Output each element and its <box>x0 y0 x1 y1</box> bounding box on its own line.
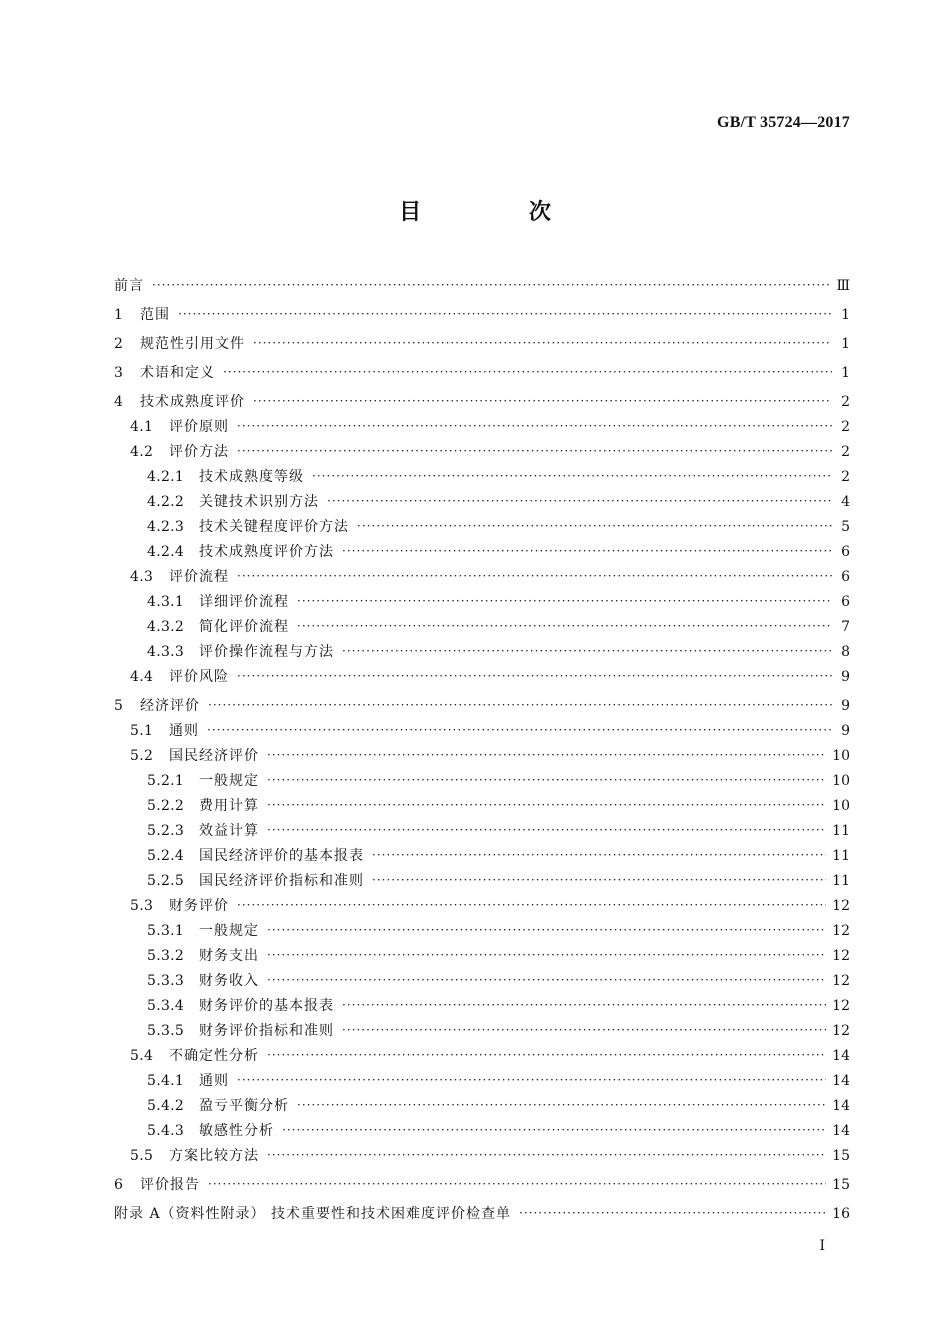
toc-entry-label: 敏感性分析 <box>199 1123 274 1139</box>
toc-entry-number: 5.4.3 <box>147 1123 185 1139</box>
toc-dot-leader <box>357 514 832 539</box>
toc-entry-label: 财务支出 <box>199 948 259 964</box>
toc-entry[interactable] <box>114 390 850 415</box>
toc-entry-page: 12 <box>832 923 850 939</box>
toc-entry[interactable] <box>114 590 850 615</box>
toc-entry-label: 术语和定义 <box>140 365 215 381</box>
toc-dot-leader <box>223 360 832 385</box>
toc-entry-label: 评价原则 <box>169 419 229 435</box>
toc-entry-page: 2 <box>841 394 850 410</box>
toc-entry[interactable] <box>114 440 850 465</box>
toc-entry-label: 财务评价指标和准则 <box>199 1023 334 1039</box>
toc-entry[interactable] <box>114 994 850 1019</box>
toc-entry-label: 方案比较方法 <box>169 1148 259 1164</box>
toc-entry-number: 3 <box>114 365 124 381</box>
standard-number: GB/T 35724—2017 <box>717 114 850 131</box>
toc-dot-leader <box>237 664 832 689</box>
toc-dot-leader <box>237 414 832 439</box>
toc-entry-number: 4.1 <box>130 419 154 435</box>
toc-entry[interactable] <box>114 1094 850 1119</box>
toc-entry-label: 盈亏平衡分析 <box>199 1098 289 1114</box>
toc-dot-leader <box>237 1068 826 1093</box>
toc-entry-page: 5 <box>841 519 850 535</box>
toc-dot-leader <box>297 1093 826 1118</box>
toc-entry[interactable] <box>114 769 850 794</box>
toc-entry-page: 15 <box>832 1177 850 1193</box>
toc-entry-page: 2 <box>841 444 850 460</box>
toc-entry[interactable] <box>114 794 850 819</box>
toc-entry[interactable] <box>114 303 850 328</box>
toc-entry[interactable] <box>114 1119 850 1144</box>
toc-entry[interactable] <box>114 969 850 994</box>
toc-dot-leader <box>267 793 826 818</box>
toc-dot-leader <box>267 818 826 843</box>
toc-dot-leader <box>208 693 832 718</box>
toc-entry-label: 简化评价流程 <box>199 619 289 635</box>
toc-entry-number: 5 <box>114 698 124 714</box>
toc-entry-page: 12 <box>832 898 850 914</box>
toc-dot-leader <box>267 743 826 768</box>
toc-dot-leader <box>342 993 826 1018</box>
toc-entry-label: 经济评价 <box>140 698 200 714</box>
toc-dot-leader <box>342 1018 826 1043</box>
toc-entry-number: 5.3.3 <box>147 973 185 989</box>
toc-entry-number: 4.2 <box>130 444 154 460</box>
toc-entry-number: 4.2.1 <box>147 469 185 485</box>
toc-entry[interactable] <box>114 332 850 357</box>
toc-entry-label: 附录 A（资料性附录） 技术重要性和技术困难度评价检查单 <box>114 1206 512 1222</box>
toc-entry-label: 评价操作流程与方法 <box>199 644 334 660</box>
toc-entry-label: 财务评价 <box>169 898 229 914</box>
toc-dot-leader <box>372 868 826 893</box>
toc-entry-number: 5.4 <box>130 1048 154 1064</box>
toc-entry-number: 5.2.2 <box>147 798 185 814</box>
toc-entry[interactable] <box>114 1069 850 1094</box>
toc-entry[interactable] <box>114 1044 850 1069</box>
toc-entry[interactable] <box>114 515 850 540</box>
toc-entry-number: 2 <box>114 336 124 352</box>
toc-title: 目 次 <box>399 199 601 225</box>
toc-entry[interactable] <box>114 415 850 440</box>
toc-entry-label: 技术关键程度评价方法 <box>199 519 349 535</box>
toc-entry[interactable] <box>114 1173 850 1198</box>
toc-entry-number: 4.4 <box>130 669 154 685</box>
toc-entry-label: 范围 <box>140 307 170 323</box>
toc-entry-label: 不确定性分析 <box>169 1048 259 1064</box>
toc-dot-leader <box>178 302 832 327</box>
toc-entry-number: 5.4.2 <box>147 1098 185 1114</box>
toc-entry-number: 5.4.1 <box>147 1073 185 1089</box>
toc-entry-number: 5.5 <box>130 1148 154 1164</box>
toc-entry-page: 11 <box>832 873 850 889</box>
toc-dot-leader <box>342 639 832 664</box>
toc-entry[interactable] <box>114 361 850 386</box>
toc-entry-label: 详细评价流程 <box>199 594 289 610</box>
toc-entry-number: 4.3.2 <box>147 619 185 635</box>
toc-entry[interactable] <box>114 615 850 640</box>
toc-entry-label: 评价风险 <box>169 669 229 685</box>
toc-entry-number: 1 <box>114 307 124 323</box>
toc-entry-page: 7 <box>841 619 850 635</box>
toc-dot-leader <box>207 718 832 743</box>
toc-entry-page: 11 <box>832 848 850 864</box>
toc-entry-label: 一般规定 <box>199 773 259 789</box>
toc-dot-leader <box>152 273 830 298</box>
toc-entry-page: 12 <box>832 973 850 989</box>
toc-dot-leader <box>237 564 832 589</box>
toc-entry[interactable] <box>114 919 850 944</box>
toc-entry-number: 6 <box>114 1177 124 1193</box>
toc-entry-number: 4.3 <box>130 569 154 585</box>
toc-entry[interactable] <box>114 944 850 969</box>
toc-entry-number: 4.2.4 <box>147 544 185 560</box>
toc-dot-leader <box>237 893 826 918</box>
toc-entry-page: 9 <box>841 698 850 714</box>
toc-dot-leader <box>237 439 832 464</box>
toc-dot-leader <box>253 331 832 356</box>
toc-dot-leader <box>267 918 826 943</box>
toc-dot-leader <box>372 843 826 868</box>
toc-dot-leader <box>297 614 832 639</box>
toc-entry-page: 15 <box>832 1148 850 1164</box>
toc-entry-page: 8 <box>841 644 850 660</box>
toc-entry-page: 10 <box>832 798 850 814</box>
toc-entry-page: 14 <box>832 1123 850 1139</box>
toc-entry-page: 14 <box>832 1048 850 1064</box>
toc-entry-page: 6 <box>841 569 850 585</box>
toc-entry[interactable] <box>114 540 850 565</box>
toc-dot-leader <box>208 1172 826 1197</box>
toc-entry-number: 4.3.3 <box>147 644 185 660</box>
toc-dot-leader <box>342 539 832 564</box>
toc-entry-page: 11 <box>832 823 850 839</box>
toc-entry-number: 5.3.2 <box>147 948 185 964</box>
toc-entry-page: 16 <box>832 1206 850 1222</box>
toc-dot-leader <box>312 464 832 489</box>
toc-entry-number: 5.1 <box>130 723 154 739</box>
toc-entry-page: 2 <box>841 419 850 435</box>
toc-entry-page: 4 <box>841 494 850 510</box>
toc-dot-leader <box>519 1201 826 1226</box>
toc-entry-page: 1 <box>841 336 850 352</box>
toc-entry-page: 6 <box>841 594 850 610</box>
toc-dot-leader <box>282 1118 826 1143</box>
toc-entry-label: 评价流程 <box>169 569 229 585</box>
toc-entry-label: 技术成熟度评价 <box>140 394 245 410</box>
toc-entry-label: 技术成熟度等级 <box>199 469 304 485</box>
toc-entry-number: 5.3.4 <box>147 998 185 1014</box>
toc-entry-number: 5.2 <box>130 748 154 764</box>
toc-entry-label: 评价方法 <box>169 444 229 460</box>
toc-entry-page: 9 <box>841 669 850 685</box>
toc-entry-label: 效益计算 <box>199 823 259 839</box>
toc-entry[interactable] <box>114 744 850 769</box>
toc-entry[interactable] <box>114 640 850 665</box>
toc-entry-number: 4.3.1 <box>147 594 185 610</box>
toc-entry[interactable] <box>114 869 850 894</box>
toc-entry[interactable] <box>114 1202 850 1227</box>
toc-entry-label: 国民经济评价的基本报表 <box>199 848 364 864</box>
toc-entry-page: 10 <box>832 773 850 789</box>
toc-entry-label: 费用计算 <box>199 798 259 814</box>
toc-entry-label: 技术成熟度评价方法 <box>199 544 334 560</box>
toc-entry-page: 6 <box>841 544 850 560</box>
toc-entry-label: 关键技术识别方法 <box>199 494 319 510</box>
toc-entry-page: 12 <box>832 1023 850 1039</box>
toc-entry[interactable] <box>114 694 850 719</box>
toc-entry-page: 12 <box>832 948 850 964</box>
toc-entry[interactable] <box>114 844 850 869</box>
toc-entry-number: 5.2.4 <box>147 848 185 864</box>
toc-dot-leader <box>267 1043 826 1068</box>
toc-dot-leader <box>267 768 826 793</box>
toc-entry[interactable] <box>114 819 850 844</box>
toc-dot-leader <box>327 489 832 514</box>
toc-entry[interactable] <box>114 894 850 919</box>
toc-dot-leader <box>267 1143 826 1168</box>
toc-entry-number: 4.2.2 <box>147 494 185 510</box>
toc-entry-page: 12 <box>832 998 850 1014</box>
toc-entry-page: 2 <box>841 469 850 485</box>
toc-entry[interactable] <box>114 274 850 299</box>
toc-entry[interactable] <box>114 490 850 515</box>
toc-dot-leader <box>253 389 832 414</box>
toc-entry-number: 4 <box>114 394 124 410</box>
toc-entry-label: 评价报告 <box>140 1177 200 1193</box>
toc-entry[interactable] <box>114 1019 850 1044</box>
toc-entry-page: Ⅲ <box>836 278 850 294</box>
toc-entry[interactable] <box>114 1144 850 1169</box>
toc-entry-label: 前言 <box>114 278 144 294</box>
toc-entry-number: 5.2.5 <box>147 873 185 889</box>
toc-entry-number: 5.3.1 <box>147 923 185 939</box>
toc-entry-page: 14 <box>832 1073 850 1089</box>
toc-entry-page: 1 <box>841 307 850 323</box>
toc-entry-label: 一般规定 <box>199 923 259 939</box>
toc-entry-label: 国民经济评价指标和准则 <box>199 873 364 889</box>
toc-entry-page: 9 <box>841 723 850 739</box>
toc-entry[interactable] <box>114 719 850 744</box>
toc-entry[interactable] <box>114 565 850 590</box>
toc-entry-label: 财务收入 <box>199 973 259 989</box>
toc-entry-label: 通则 <box>199 1073 229 1089</box>
toc-entry-number: 5.2.1 <box>147 773 185 789</box>
toc-entry[interactable] <box>114 465 850 490</box>
toc-entry-label: 通则 <box>169 723 199 739</box>
toc-entry-label: 财务评价的基本报表 <box>199 998 334 1014</box>
toc-entry-page: 1 <box>841 365 850 381</box>
toc-entry[interactable] <box>114 665 850 690</box>
page-number: I <box>819 1238 825 1254</box>
toc-entry-number: 4.2.3 <box>147 519 185 535</box>
toc-dot-leader <box>267 968 826 993</box>
toc-dot-leader <box>267 943 826 968</box>
toc-entry-page: 14 <box>832 1098 850 1114</box>
toc-dot-leader <box>297 589 832 614</box>
toc-entry-label: 国民经济评价 <box>169 748 259 764</box>
toc-entry-number: 5.2.3 <box>147 823 185 839</box>
toc-entry-number: 5.3.5 <box>147 1023 185 1039</box>
toc-entry-page: 10 <box>832 748 850 764</box>
toc-entry-number: 5.3 <box>130 898 154 914</box>
table-of-contents <box>114 270 850 1227</box>
toc-entry-label: 规范性引用文件 <box>140 336 245 352</box>
